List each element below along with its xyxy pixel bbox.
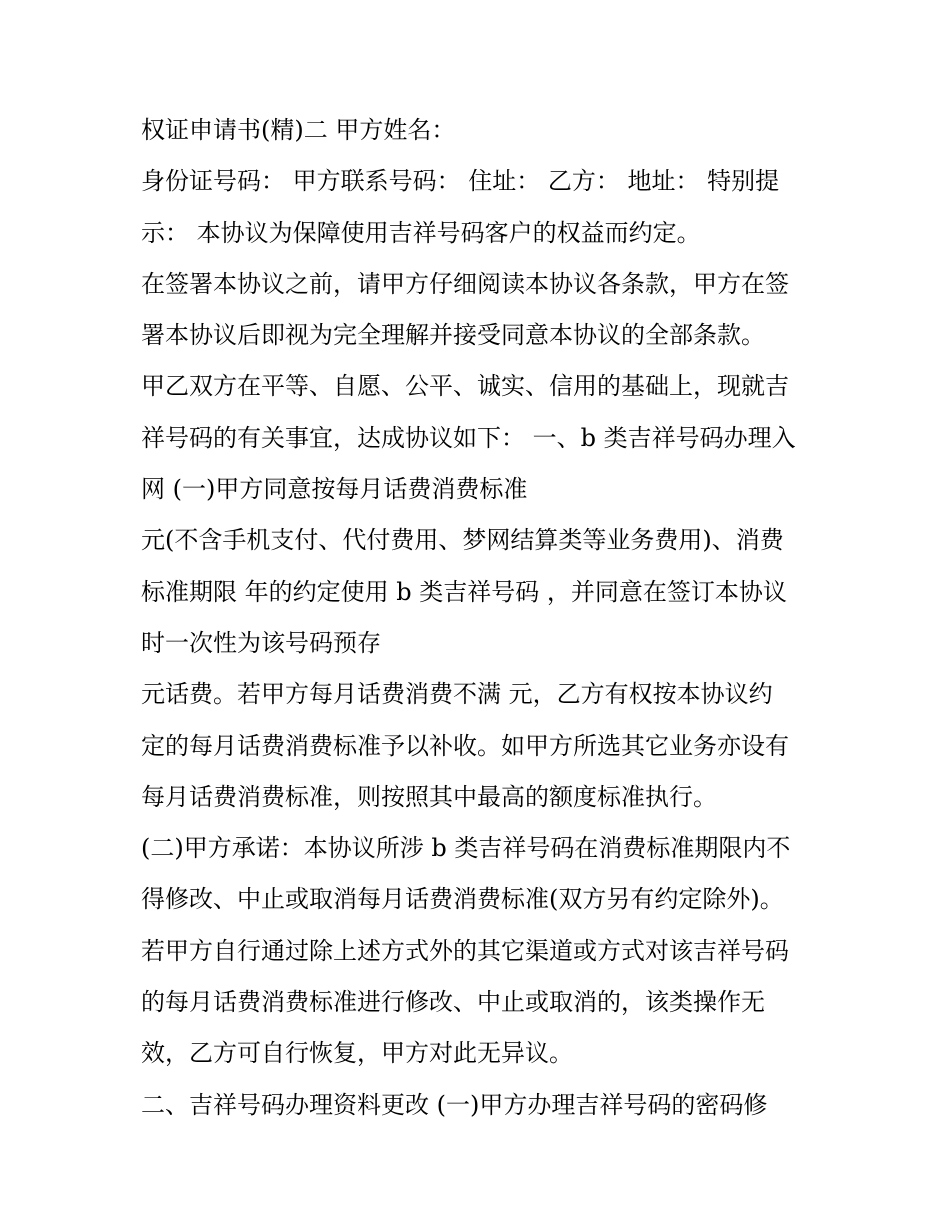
text-line: 标准期限 年的约定使用 b 类吉祥号码 ，并同意在签订本协议 [141, 577, 787, 606]
text-line: 效，乙方可自行恢复，甲方对此无异议。 [141, 1039, 573, 1068]
text-line: 祥号码的有关事宜，达成协议如下： 一、b 类吉祥号码办理入 [141, 423, 796, 452]
text-line: 在签署本协议之前，请甲方仔细阅读本协议各条款，甲方在签 [141, 269, 789, 298]
document-body [141, 105, 821, 1131]
text-line: 甲乙双方在平等、自愿、公平、诚实、信用的基础上，现就吉 [141, 372, 789, 401]
text-line: 署本协议后即视为完全理解并接受同意本协议的全部条款。 [141, 321, 765, 350]
text-line: 身份证号码： 甲方联系号码： 住址： 乙方： 地址： 特别提 [141, 167, 780, 196]
text-line: 网 (一)甲方同意按每月话费消费标准 [141, 475, 528, 504]
text-line: 每月话费消费标准，则按照其中最高的额度标准执行。 [141, 782, 717, 811]
text-line: 时一次性为该号码预存 [141, 628, 381, 657]
text-line: 元话费。若甲方每月话费消费不满 元，乙方有权按本协议约 [141, 680, 773, 709]
text-line: 的每月话费消费标准进行修改、中止或取消的，该类操作无 [141, 988, 765, 1017]
text-line: 权证申请书(精)二 甲方姓名： [141, 116, 456, 144]
text-line: 若甲方自行通过除上述方式外的其它渠道或方式对该吉祥号码 [141, 936, 789, 965]
text-line: (二)甲方承诺：本协议所涉 b 类吉祥号码在消费标准期限内不 [141, 834, 791, 863]
text-line: 得修改、中止或取消每月话费消费标准(双方另有约定除外)。 [141, 885, 784, 914]
text-line: 元(不含手机支付、代付费用、梦网结算类等业务费用)、消费 [141, 526, 784, 555]
text-line: 示： 本协议为保障使用吉祥号码客户的权益而约定。 [141, 218, 701, 247]
text-line: 定的每月话费消费标准予以补收。如甲方所选其它业务亦设有 [141, 731, 789, 760]
text-line: 二、吉祥号码办理资料更改 (一)甲方办理吉祥号码的密码修 [141, 1090, 768, 1119]
